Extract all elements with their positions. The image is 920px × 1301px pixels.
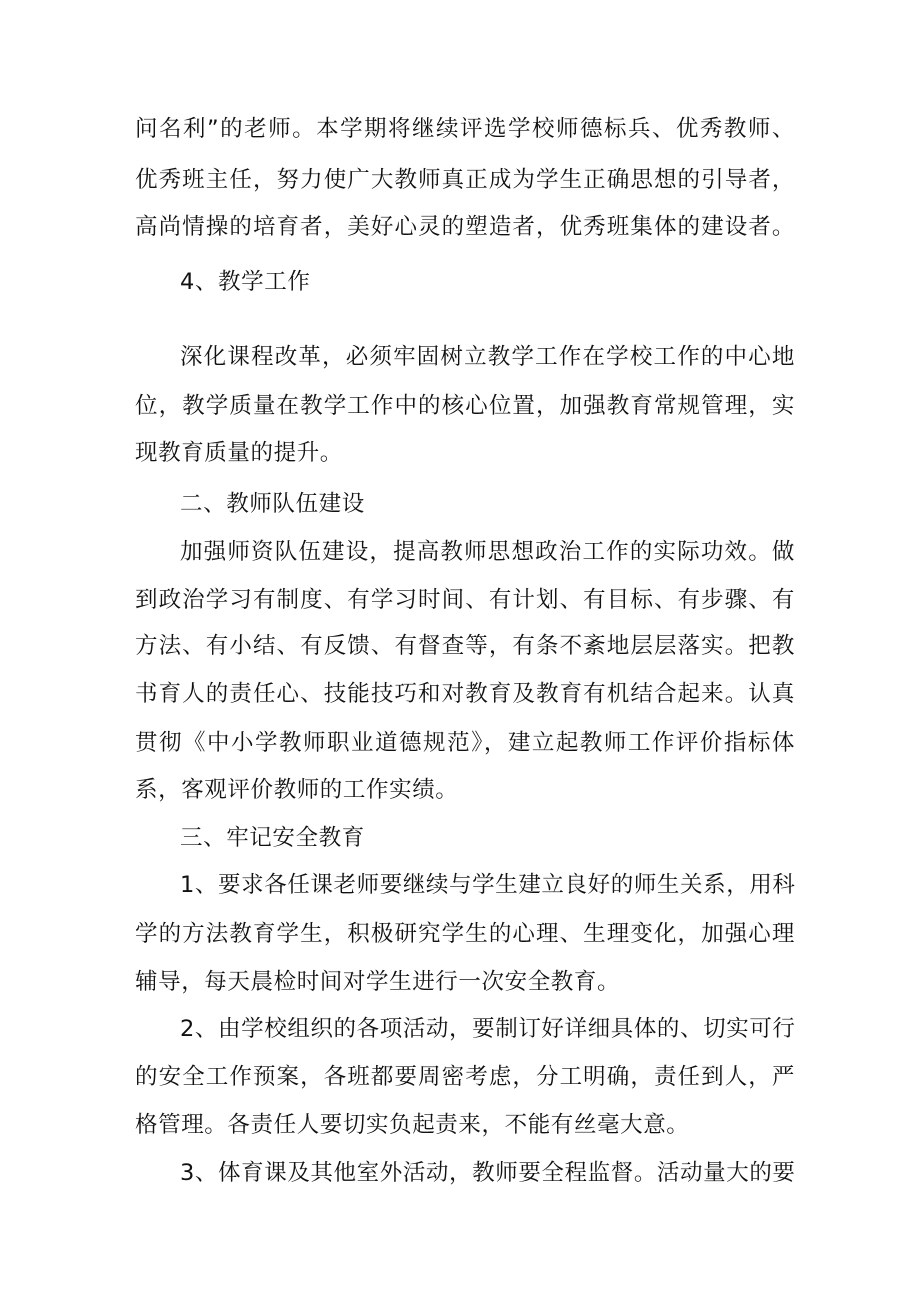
text-line: 加强师资队伍建设，提高教师思想政治工作的实际功效。做: [180, 539, 795, 565]
text-line: 书育人的责任心、技能技巧和对教育及教育有机结合起来。认真: [135, 681, 795, 707]
section-heading: 4、教学工作: [180, 269, 311, 295]
text-line: 格管理。各责任人要切实负起责来，不能有丝毫大意。: [135, 1112, 690, 1138]
text-line: 优秀班主任，努力使广大教师真正成为学生正确思想的引导者，: [135, 167, 795, 193]
section-heading: 三、牢记安全教育: [180, 825, 365, 851]
section-heading: 二、教师队伍建设: [180, 491, 365, 517]
text-line: 现教育质量的提升。: [135, 440, 343, 466]
text-line: 高尚情操的培育者，美好心灵的塑造者，优秀班集体的建设者。: [135, 214, 795, 240]
text-line: 方法、有小结、有反馈、有督查等，有条不紊地层层落实。把教: [135, 633, 795, 659]
text-line: 到政治学习有制度、有学习时间、有计划、有目标、有步骤、有: [135, 587, 795, 613]
text-line: 的安全工作预案，各班都要周密考虑，分工明确，责任到人，严: [135, 1064, 795, 1090]
text-line: 2、由学校组织的各项活动，要制订好详细具体的、切实可行: [180, 1016, 796, 1042]
text-line: 辅导，每天晨检时间对学生进行一次安全教育。: [135, 969, 621, 995]
text-line: 贯彻《中小学教师职业道德规范》，建立起教师工作评价指标体: [135, 730, 795, 756]
text-line: 深化课程改革，必须牢固树立教学工作在学校工作的中心地: [180, 344, 795, 370]
text-line: 1、要求各任课老师要继续与学生建立良好的师生关系，用科: [180, 872, 796, 898]
text-line: 位，教学质量在教学工作中的核心位置，加强教育常规管理，实: [135, 393, 795, 419]
text-line: 3、体育课及其他室外活动，教师要全程监督。活动量大的要: [180, 1160, 796, 1186]
text-line: 问名利”的老师。本学期将继续评选学校师德标兵、优秀教师、: [135, 116, 795, 142]
text-line: 系，客观评价教师的工作实绩。: [135, 777, 459, 803]
text-line: 学的方法教育学生，积极研究学生的心理、生理变化，加强心理: [135, 921, 795, 947]
